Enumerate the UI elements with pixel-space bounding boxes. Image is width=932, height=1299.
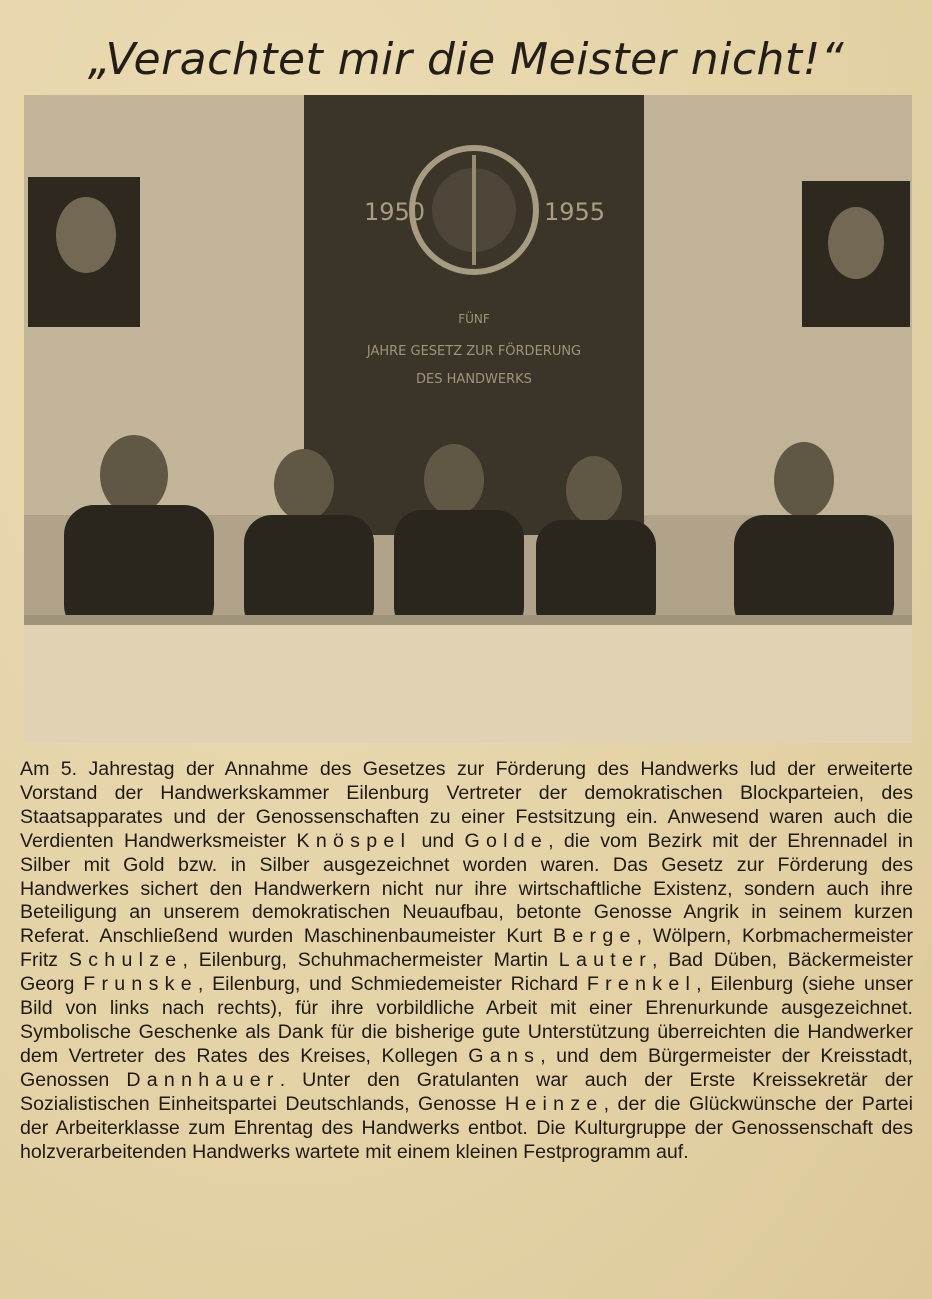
caption-name: Dannhauer <box>126 1068 280 1091</box>
banner-line-1: FÜNF <box>458 312 490 326</box>
caption-name: Berge <box>553 925 637 948</box>
caption-text: , Eilenburg, und Schmiedemeister Richard <box>197 973 587 996</box>
banner-line-3: DES HANDWERKS <box>416 372 532 387</box>
headline: „Verachtet mir die Meister nicht!“ <box>87 34 845 85</box>
table <box>24 615 912 743</box>
photo-illustration <box>24 95 912 743</box>
caption-text: , Bad Düben, Bäckermeister Georg <box>20 949 914 996</box>
photo-caption <box>20 758 913 1164</box>
banner-line-2: JAHRE GESETZ ZUR FÖRDERUNG <box>366 344 582 359</box>
caption-name: Golde <box>464 829 549 852</box>
caption-name: Gans <box>468 1044 541 1067</box>
banner-year-right: 1955 <box>544 198 606 226</box>
caption-name: Frunske <box>83 973 198 996</box>
caption-text: Am 5. Jahrestag der Annahme des Gesetzes zur Förderung des Handwerks lud der erweiterte Vorstand der Handwerkskammer Eilenburg Vertreter der demokratischen Blockparteien, des Staatsapparates und der Genossenschaften zu einer Festsitzung ein. Anwesend waren auch die Verdienten Handwerksmeister <box>20 758 913 852</box>
caption-text: , die vom Bezirk mit der Ehrennadel in Silber mit Gold bzw. in Silber ausgezeichnet worden waren. Das Gesetz zur Förderung des Handwerkes sichert den Handwerkern nicht nur ihre wirtschaftliche Existenz, sondern auch ihre Beteiligung an unserem demokratischen Neuaufbau, betonte Genosse Angrik in seinem kurzen Referat. Anschließend wurden Maschinenbaumeister Kurt <box>20 829 913 948</box>
caption-text: , Wölpern, Korbmachermeister Fritz <box>20 925 913 972</box>
caption-name: Lauter <box>558 949 652 972</box>
caption-name: Frenkel <box>586 973 697 996</box>
caption-text: . Unter den Gratulanten war auch der Erste Kreissekretär der Sozialistischen Einheitspartei Deutschlands, Genosse <box>20 1068 914 1115</box>
caption-text: , Eilenburg (siehe unser Bild von links nach rechts), für ihre vorbildliche Arbeit mit einer Ehrenurkunde ausgezeichnet. Symbolische Geschenke als Dank für die bisherige gute Unterstützung überreichten die Handwerker dem Vertreter des Rates des Kreises, Kollegen <box>20 973 913 1067</box>
caption-text: , der die Glückwünsche der Partei der Arbeiterklasse zum Ehrentag des Handwerks entbot. Die Kulturgruppe der Genossenschaft des holzverarbeitenden Handwerks wartete mit einem kleinen Festprogramm auf. <box>20 1092 913 1163</box>
caption-text: und <box>411 829 465 852</box>
caption-text: , und dem Bürgermeister der Kreisstadt, Genossen <box>20 1044 913 1091</box>
banner-year-left: 1950 <box>364 198 426 226</box>
caption-name: Knöspel <box>296 829 412 852</box>
caption-name: Schulze <box>68 949 183 972</box>
caption-name: Heinze <box>504 1092 604 1115</box>
news-photo <box>24 95 912 743</box>
caption-text: , Eilenburg, Schuhmachermeister Martin <box>182 949 559 972</box>
